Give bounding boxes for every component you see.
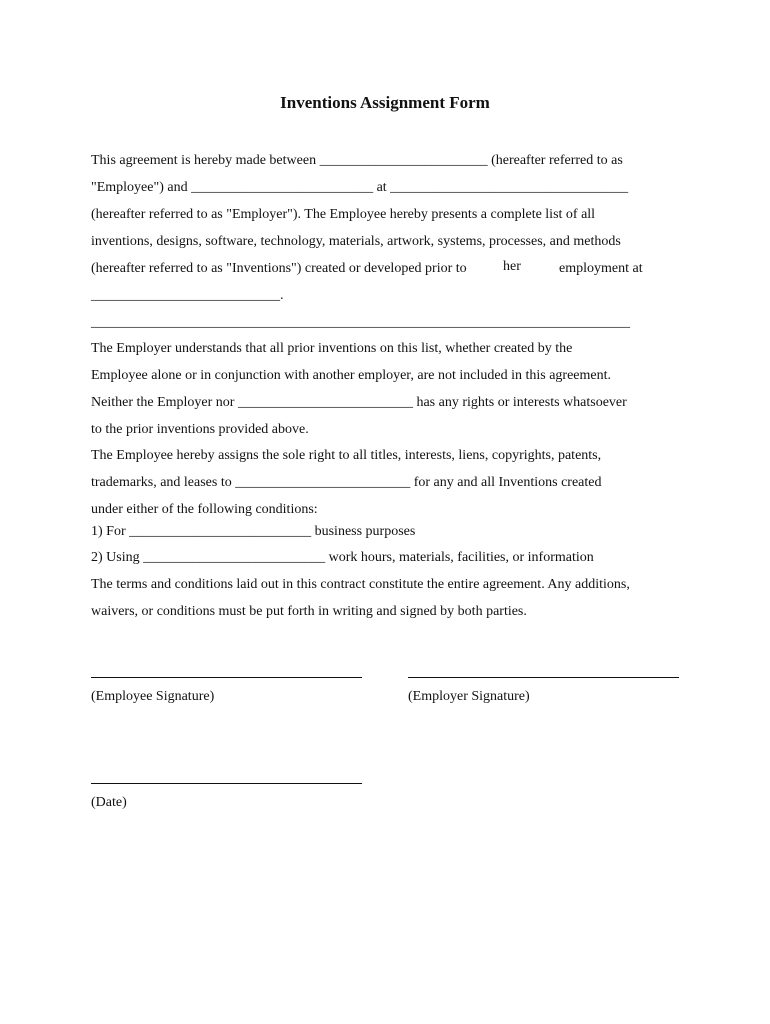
body-line-1: This agreement is hereby made between ________________________ (hereafter referred to as [91, 153, 623, 168]
body-line-5b: employment at [559, 261, 643, 276]
employee-signature-line[interactable] [91, 677, 362, 678]
date-label: (Date) [91, 795, 127, 810]
employer-signature-line[interactable] [408, 677, 679, 678]
filled-pronoun: her [503, 259, 521, 274]
body-line-11: to the prior inventions provided above. [91, 422, 309, 437]
body-line-8: The Employer understands that all prior inventions on this list, whether created by the [91, 341, 573, 356]
body-line-14: under either of the following conditions: [91, 502, 318, 517]
form-title: Inventions Assignment Form [280, 93, 490, 112]
body-line-3: (hereafter referred to as "Employer"). The Employee hereby presents a complete list of all [91, 207, 596, 222]
body-line-12: The Employee hereby assigns the sole right to all titles, interests, liens, copyrights, patents, [91, 448, 602, 463]
body-line-4: inventions, designs, software, technology, materials, artwork, systems, processes, and methods [91, 234, 621, 249]
employer-signature-label: (Employer Signature) [408, 689, 530, 704]
body-line-9: Employee alone or in conjunction with another employer, are not included in this agreement. [91, 368, 612, 383]
body-line-10: Neither the Employer nor _________________________ has any rights or interests whatsoever [91, 395, 627, 410]
body-line-13: trademarks, and leases to _________________________ for any and all Inventions created [91, 475, 602, 490]
body-line-18: waivers, or conditions must be put forth in writing and signed by both parties. [91, 604, 527, 619]
body-line-6: ___________________________. [91, 288, 284, 303]
body-line-2: "Employee") and __________________________ at __________________________________ [91, 180, 629, 195]
employee-signature-label: (Employee Signature) [91, 689, 215, 704]
condition-1: 1) For __________________________ business purposes [91, 524, 416, 539]
condition-2: 2) Using __________________________ work hours, materials, facilities, or information [91, 550, 594, 565]
date-line[interactable] [91, 783, 362, 784]
body-line-7: _____________________________________________________________________________ [91, 315, 630, 330]
body-line-17: The terms and conditions laid out in this contract constitute the entire agreement. Any additions, [91, 577, 630, 592]
body-line-5: (hereafter referred to as "Inventions") created or developed prior to [91, 261, 467, 276]
